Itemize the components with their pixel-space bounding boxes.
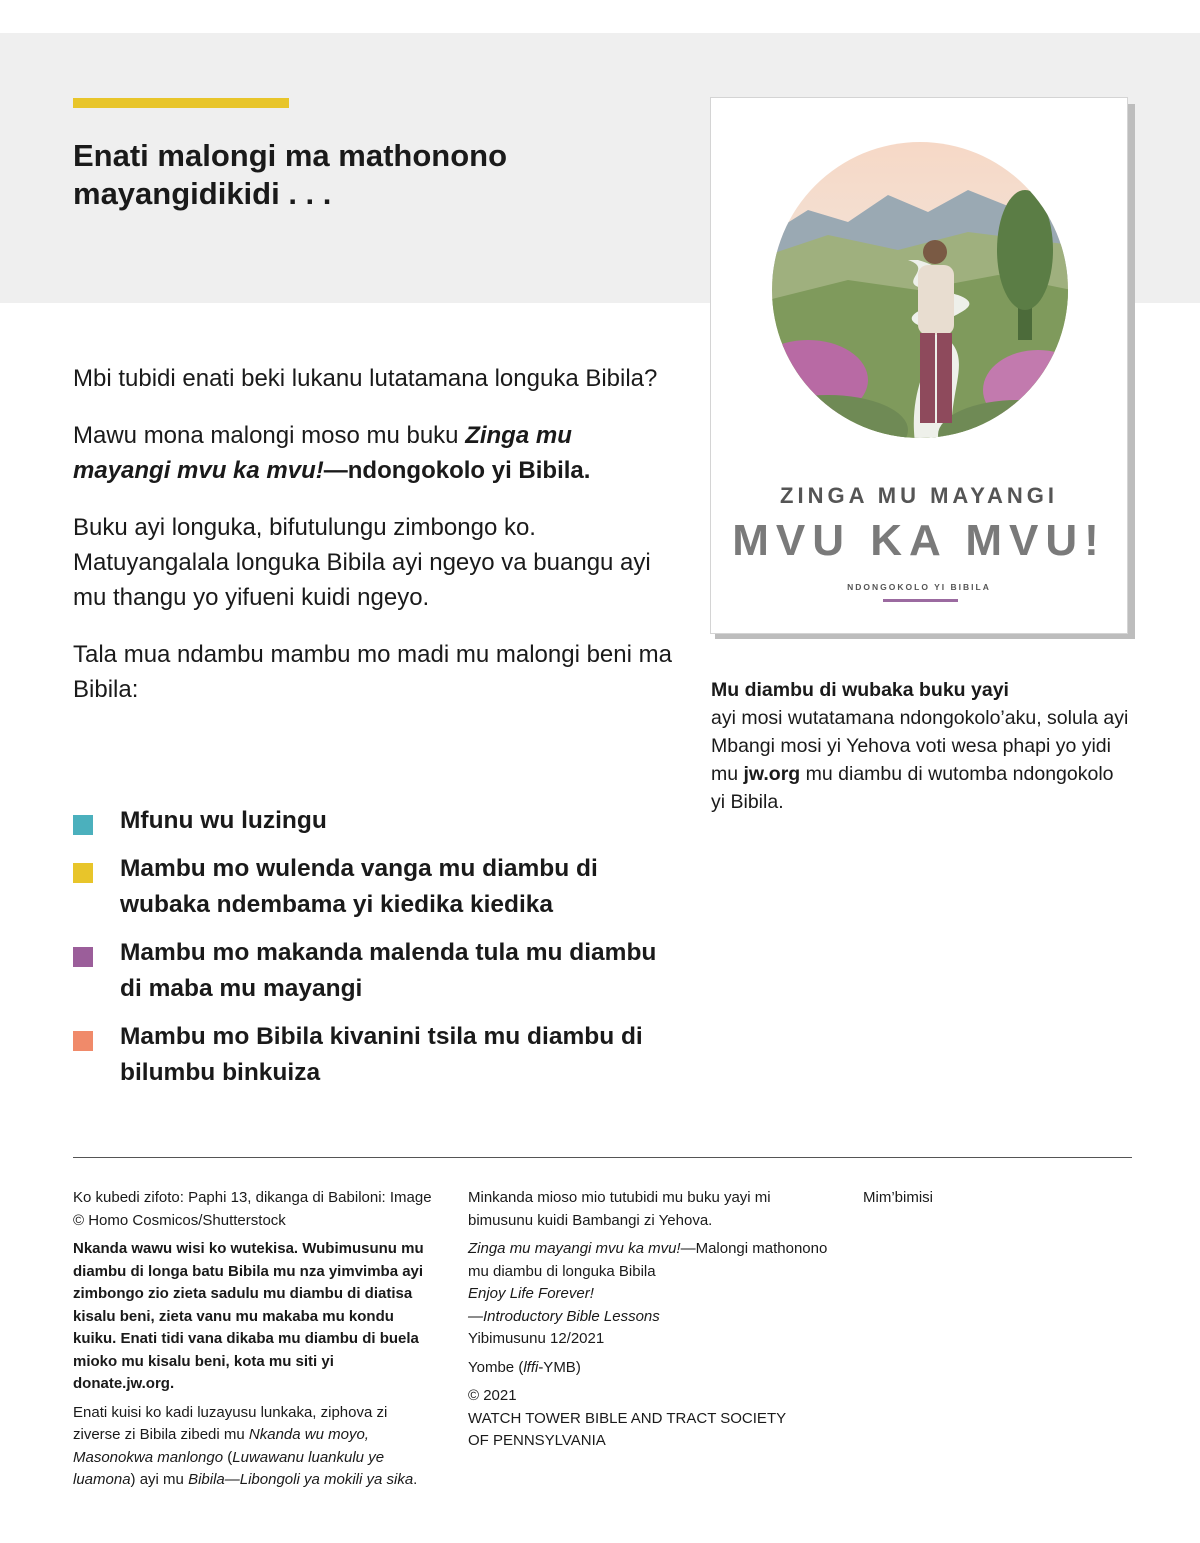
copyright: © 2021 WATCH TOWER BIBLE AND TRACT SOCIETY OF PENNSYLVANIA xyxy=(468,1387,787,1449)
cover-title-line-2: MVU KA MVU! xyxy=(732,516,1106,565)
cover-title-line-1: ZINGA MU MAYANGI xyxy=(780,483,1058,508)
list-item: Mambu mo Bibila kivanini tsila mu diambu di bilumbu binkuiza xyxy=(73,1019,673,1091)
jw-org-link[interactable]: jw.org xyxy=(743,763,801,785)
list-item: Mambu mo makanda malenda tula mu diambu di maba mu mayangi xyxy=(73,935,673,1007)
list-item: Mfunu wu luzingu xyxy=(73,803,673,839)
donation-note: Nkanda wawu wisi ko wutekisa. Wubimusunu mu diambu di longa batu Bibila mu nza yimvimba ayi zimbongo zio zieta sadulu mu diambu di diatisa kisalu beni, zieta vanu mu makaba mu kondu kuiku. Enati tidi vana dikaba mu diambu di buela mioko mu kisalu beni, kota mu siti yi donate.jw.org. xyxy=(73,1240,424,1392)
accent-bar xyxy=(73,98,289,108)
intro-text xyxy=(73,361,673,729)
footer-divider xyxy=(73,1157,1132,1158)
language-code: Yombe (lffi-YMB) xyxy=(468,1358,581,1376)
cover-subtitle: NDONGOKOLO YI BIBILA xyxy=(847,582,991,592)
intro-book-paragraph: Mawu mona malongi moso mu buku Zinga mu mayangi mvu ka mvu!—ndongokolo yi Bibila. xyxy=(73,422,591,484)
publisher-note: Minkanda mioso mio tutubidi mu buku yayi mi bimusunu kuidi Bambangi zi Yehova. xyxy=(468,1189,771,1229)
book-title: Zinga mu mayangi mvu ka mvu!—ndongokolo yi Bibila. xyxy=(73,422,591,484)
photo-credits: Ko kubedi zifoto: Paphi 13, dikanga di Babiloni: Image © Homo Cosmicos/Shutterstock xyxy=(73,1189,432,1229)
book-cover xyxy=(710,97,1128,634)
footer-column-3 xyxy=(863,1187,1123,1216)
publication-titles: Zinga mu mayangi mvu ka mvu!—Malongi mathonono mu diambu di longuka Bibila Enjoy Life Forever! —Introductory Bible Lessons Yibimusunu 12/2021 xyxy=(468,1240,828,1347)
footer-column-2 xyxy=(468,1187,828,1459)
cover-illustration xyxy=(768,140,1072,460)
request-study-box: Mu diambu di wubaka buku yayi ayi mosi wutatamana ndongokolo’aku, solula ayi Mbangi mosi yi Yehova voti wesa phapi yo yidi mu jw.org mu diambu di wutomba ndongokolo yi Bibila. xyxy=(711,679,1129,813)
intro-question: Mbi tubidi enati beki lukanu lutatamana longuka Bibila? xyxy=(73,365,658,392)
list-item: Mambu mo wulenda vanga mu diambu di wubaka ndembama yi kiedika kiedika xyxy=(73,851,673,923)
page-title: Enati malongi ma mathonono mayangidikidi . . . xyxy=(73,138,508,211)
bible-versions-note: Enati kuisi ko kadi luzayusu lunkaka, ziphova zi ziverse zi Bibila zibedi mu Nkanda wu moyo, Masonokwa manlongo (Luwawanu luankulu ye luamona) ayi mu Bibila—Libongoli ya mokili ya sika. xyxy=(73,1403,418,1488)
topic-list xyxy=(73,803,673,1103)
square-bullet-icon xyxy=(73,947,93,967)
intro-free-paragraph: Buku ayi longuka, bifutulungu zimbongo ko. Matuyangalala longuka Bibila ayi ngeyo va buangu ayi mu thangu yo yifueni kuidi ngeyo. xyxy=(73,514,651,611)
printer-label: Mim’bimisi xyxy=(863,1189,933,1206)
footer-column-1 xyxy=(73,1187,438,1498)
request-heading: Mu diambu di wubaka buku yayi xyxy=(711,679,1009,701)
intro-topics-lead: Tala mua ndambu mambu mo madi mu malongi beni ma Bibila: xyxy=(73,641,672,703)
cover-underline xyxy=(883,599,958,602)
square-bullet-icon xyxy=(73,863,93,883)
square-bullet-icon xyxy=(73,1031,93,1051)
square-bullet-icon xyxy=(73,815,93,835)
